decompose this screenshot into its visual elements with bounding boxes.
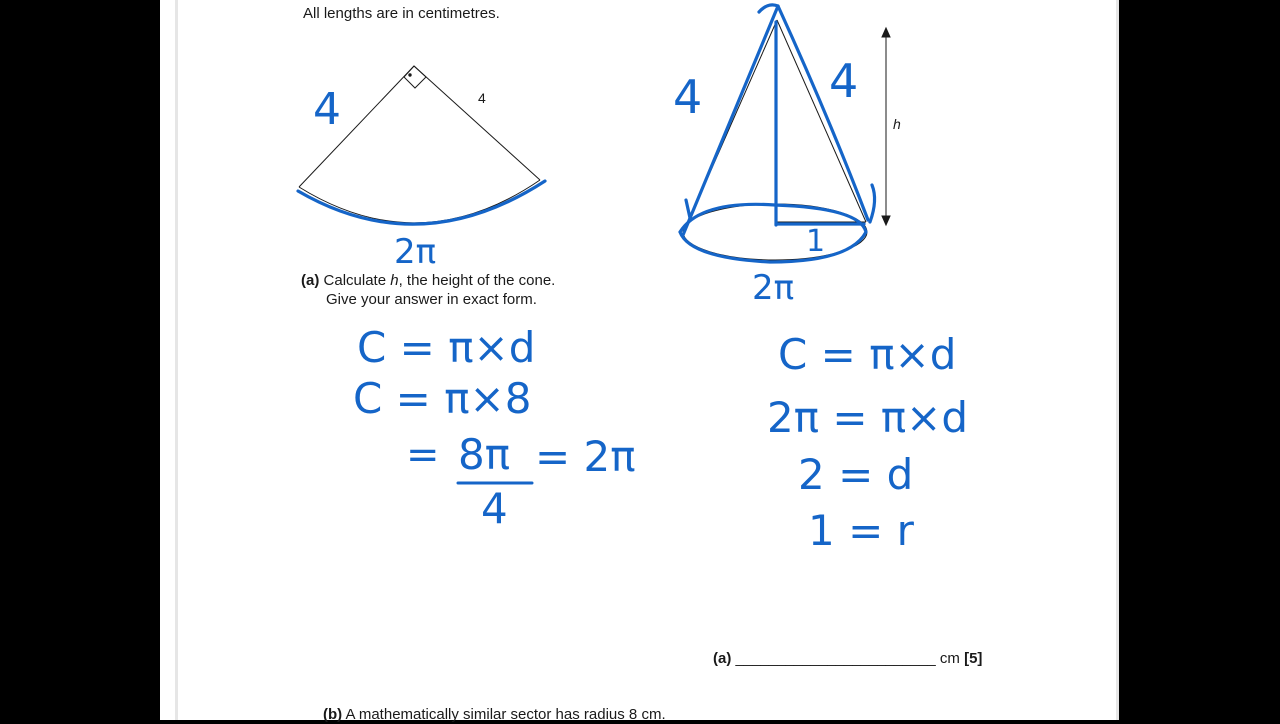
right-work-line-4: 1 = r <box>808 506 914 555</box>
fraction-result: = 2π <box>535 432 636 481</box>
cone-left-label: 4 <box>673 70 703 124</box>
answer-tag: (a) <box>713 650 732 667</box>
fraction-numerator: 8π <box>458 430 511 479</box>
left-work-equals: = <box>406 432 440 478</box>
part-a-instruction: Give your answer in exact form. <box>326 291 537 308</box>
cone-right-label: 4 <box>829 54 859 108</box>
answer-unit: cm <box>939 650 960 667</box>
cone-height-label: h <box>893 116 901 132</box>
part-b-text: A mathematically similar sector has radius 8 cm. <box>345 706 666 723</box>
cone-ink-strokes <box>680 5 875 262</box>
right-work-line-3: 2 = d <box>798 450 914 499</box>
right-work-line-2: 2π = π×d <box>767 393 969 442</box>
sector-left-label: 4 <box>313 84 341 135</box>
fraction-denominator: 4 <box>481 484 508 533</box>
part-a-text-end: , the height of the cone. <box>398 272 556 289</box>
part-a-text-start: Calculate <box>323 272 391 289</box>
right-work-line-1: C = π×d <box>778 330 957 379</box>
part-a-tag: (a) <box>301 272 320 289</box>
cone-base-label: 2π <box>752 268 795 308</box>
sector-side-label: 4 <box>478 90 486 106</box>
cone-radius-label: 1 <box>806 224 826 259</box>
answer-marks: [5] <box>964 650 983 667</box>
sector-arc-ink <box>298 181 545 224</box>
answer-blank: ________________________ <box>735 650 936 667</box>
left-work-line-2: C = π×8 <box>353 374 532 423</box>
units-note: All lengths are in centimetres. <box>303 5 500 22</box>
height-arrow <box>882 28 890 225</box>
left-work-line-1: C = π×d <box>357 323 536 372</box>
sector-arc-label: 2π <box>394 232 437 272</box>
part-b-tag: (b) <box>323 706 343 723</box>
part-a-variable: h <box>390 272 399 289</box>
